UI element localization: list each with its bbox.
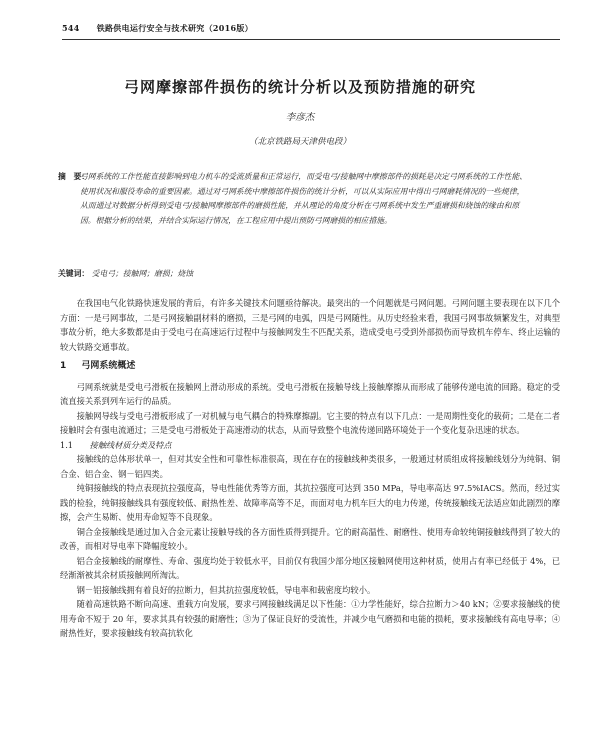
keywords-label: 关键词： <box>58 269 90 278</box>
journal-name: 铁路供电运行安全与技术研究（2016版） <box>96 23 253 33</box>
paper-body <box>60 296 560 641</box>
abstract-label: 摘 要： <box>58 172 90 181</box>
header-rule <box>62 39 560 40</box>
body-paragraph: 随着高速铁路不断向高速、重载方向发展，要求弓网接触线满足以下性能：①力学性能好，综合拉断力＞40 kN；②要求接触线的使用寿命不短于 20 年，要求其具有较强的耐磨性；③为了保证良好的受流性，并减少电气磨损和电能的损耗，要求接触线有高电导率；④耐热性好，要求接触线有较高抗软化 <box>60 599 560 638</box>
subsection-title: 接触线材质分类及特点 <box>89 439 172 450</box>
author-name: 李彦杰 <box>285 112 315 123</box>
running-header <box>62 23 560 34</box>
author-affiliation: （北京铁路局天津供电段） <box>248 137 351 147</box>
body-paragraph: 接触线的总体形状单一，但对其安全性和可靠性标准很高，现在存在的接触线种类很多，一般通过材质组成将接触线划分为纯铜、铜合金、铝合金、钢－铝四类。 <box>60 454 560 479</box>
body-paragraph: 接触网导线与受电弓滑板形成了一对机械与电气耦合的特殊摩擦副。它主要的特点有以下几点：一是周期性变化的载荷；二是在二者接触时会有强电流通过；三是受电弓滑板处于高速滑动的状态，从而导致整个电流传递回路环境处于一个变化复杂迅速的状态。 <box>60 410 560 435</box>
abstract <box>58 170 528 228</box>
body-paragraph: 纯铜接触线的特点表现抗拉强度高，导电性能优秀等方面，其抗拉强度可达到 350 MPa，导电率高达 97.5%IACS。然而，经过实践的检验，纯铜接触线具有强度较低、耐热性差、故障率高等不足，而面对电力机车巨大的电力传递，传统接触线无法适应如此剧烈的摩擦，会产生易断、使用寿命短等不良现象。 <box>60 483 560 522</box>
paper-title: 弓网摩擦部件损伤的统计分析以及预防措施的研究 <box>123 78 476 96</box>
section-number: 1 <box>60 361 67 371</box>
body-paragraph: 铜合金接触线是通过加入合金元素让接触导线的各方面性质得到提升。它的耐高温性、耐磨性、使用寿命较纯铜接触线得到了较大的改善，而相对导电率下降幅度较小。 <box>60 526 560 551</box>
abstract-text: 弓网系统的工作性能直接影响到电力机车的受流质量和正常运行，而受电弓/接触网中摩擦部件的损耗是决定弓网系统的工作性能、使用状况和服役寿命的重要因素。通过对弓网系统中摩擦部件损伤的统计分析，可以从实际应用中得出弓网磨耗情况的一些规律，从而通过对数据分析得到受电弓/接触网摩擦部件的磨损性能，并从理论的角度分析在弓网系统中发生严重磨损和烧蚀的缘由和原因。根据分析的结果，并结合实际运行情况，在工程应用中提出预防弓网磨损的相应措施。 <box>80 172 528 225</box>
body-paragraph: 铝合金接触线的耐摩性、寿命、强度均处于较低水平，目前仅有我国少部分地区接触网使用这种材质，使用占有率已经低于 4%，已经渐渐被其余材质接触网所淘汰。 <box>60 555 560 580</box>
intro-paragraph: 在我国电气化铁路快速发展的背后，有许多关键技术问题亟待解决。最突出的一个问题就是弓网问题。弓网问题主要表现在以下几个方面：一是弓网事故，二是弓网接触副材料的磨损，三是弓网的电弧，四是弓网随性。从历史经验来看，我国弓网事故频繁发生，对典型事故分析，绝大多数都是由于受电弓在高速运行过程中与接触网发生不匹配关系，造成受电弓受到外部损伤而导致机车停车、终止运输的较大铁路交通事故。 <box>60 298 560 352</box>
body-paragraph: 弓网系统就是受电弓滑板在接触网上滑动形成的系统。受电弓滑板在接触导线上接触摩擦从而形成了能够传递电流的回路。稳定的受流直接关系到列车运行的品质。 <box>60 381 560 406</box>
subsection-number: 1.1 <box>60 439 74 450</box>
page-number: 544 <box>62 23 80 33</box>
subsection-heading <box>60 438 560 453</box>
keywords-text: 受电弓；接触网；磨损；烧蚀 <box>91 269 194 278</box>
keywords <box>58 268 528 279</box>
section-title: 弓网系统概述 <box>81 361 136 371</box>
section-heading <box>60 359 560 374</box>
body-paragraph: 钢－铝接触线拥有着良好的拉断力，但其抗拉强度较低，导电率和载密度均较小。 <box>76 584 376 595</box>
